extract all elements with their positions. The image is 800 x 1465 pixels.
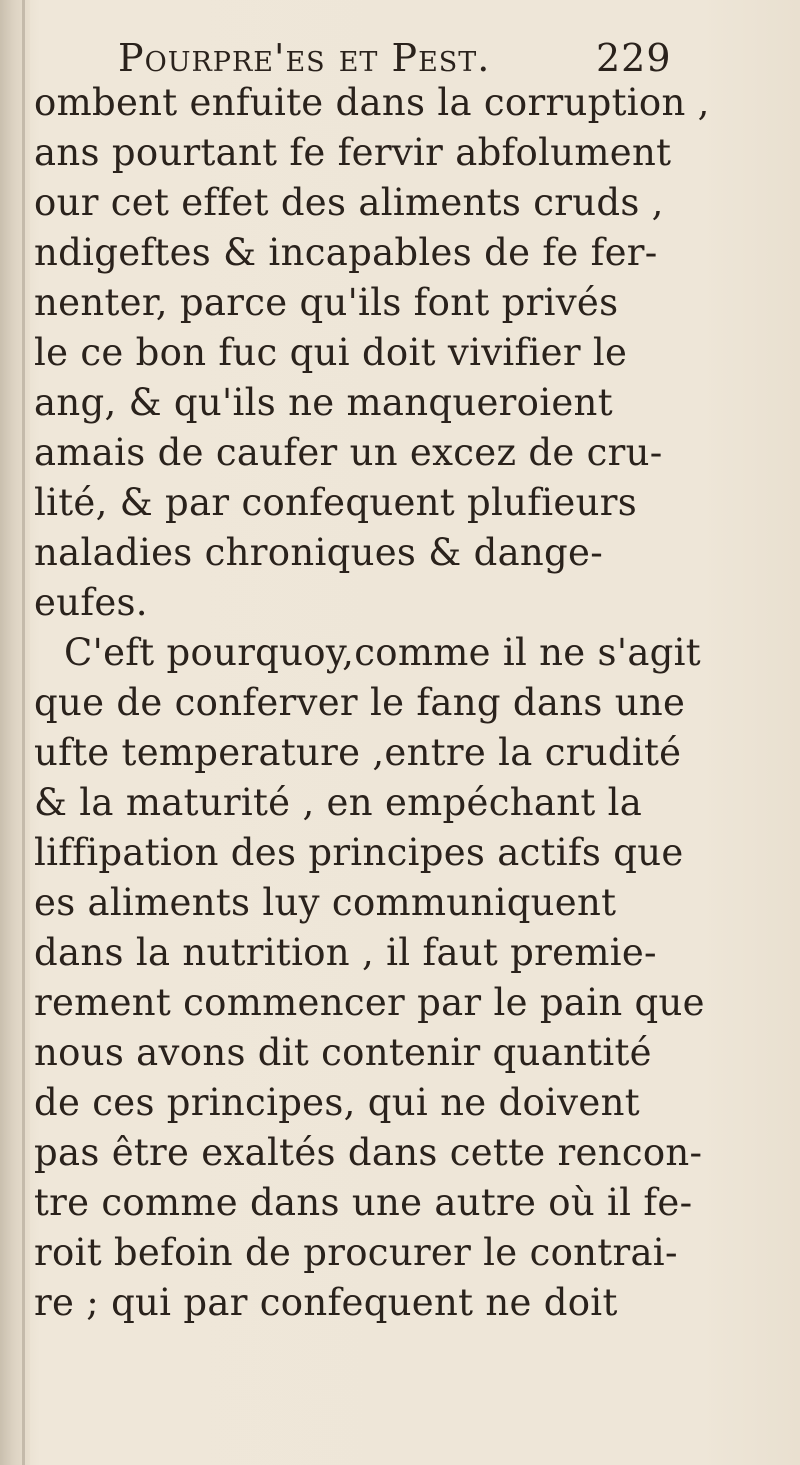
text-line: dans la nutrition , il faut premie- xyxy=(34,931,657,974)
text-line: ndigeftes & incapables de fe fer- xyxy=(34,231,658,274)
text-line: eufes. xyxy=(34,581,148,624)
text-line: our cet effet des aliments cruds , xyxy=(34,181,664,224)
binding-edge xyxy=(22,0,25,1465)
text-line: & la maturité , en empéchant la xyxy=(34,781,643,824)
page-number: 229 xyxy=(596,36,672,80)
running-title: Pourpre'es et Pest. xyxy=(118,36,491,80)
running-header xyxy=(118,36,738,82)
text-line: pas être exaltés dans cette rencon- xyxy=(34,1131,703,1174)
text-line: lité, & par confequent plufieurs xyxy=(34,481,638,524)
text-line: nous avons dit contenir quantité xyxy=(34,1031,652,1074)
text-line: roit befoin de procurer le contrai- xyxy=(34,1231,678,1274)
text-line: es aliments luy communiquent xyxy=(34,881,617,924)
page-gutter xyxy=(0,0,30,1465)
text-line: que de conferver le fang dans une xyxy=(34,681,686,724)
text-line: ombent enfuite dans la corruption , xyxy=(34,81,710,124)
text-line: amais de caufer un excez de cru- xyxy=(34,431,663,474)
text-line: le ce bon fuc qui doit vivifier le xyxy=(34,331,628,374)
text-line: nenter, parce qu'ils font privés xyxy=(34,281,619,324)
text-line: ans pourtant fe fervir abfolument xyxy=(34,131,672,174)
text-line: naladies chroniques & dange- xyxy=(34,531,604,574)
text-line: liffipation des principes actifs que xyxy=(34,831,684,874)
text-line: re ; qui par confequent ne doit xyxy=(34,1281,618,1324)
text-line: rement commencer par le pain que xyxy=(34,981,705,1024)
text-line: ufte temperature ,entre la crudité xyxy=(34,731,682,774)
text-line: tre comme dans une autre où il fe- xyxy=(34,1181,693,1224)
text-line: de ces principes, qui ne doivent xyxy=(34,1081,640,1124)
text-line: ang, & qu'ils ne manqueroient xyxy=(34,381,613,424)
paragraph-start-line: C'eft pourquoy,comme il ne s'agit xyxy=(64,631,701,674)
body-text xyxy=(34,78,774,1328)
